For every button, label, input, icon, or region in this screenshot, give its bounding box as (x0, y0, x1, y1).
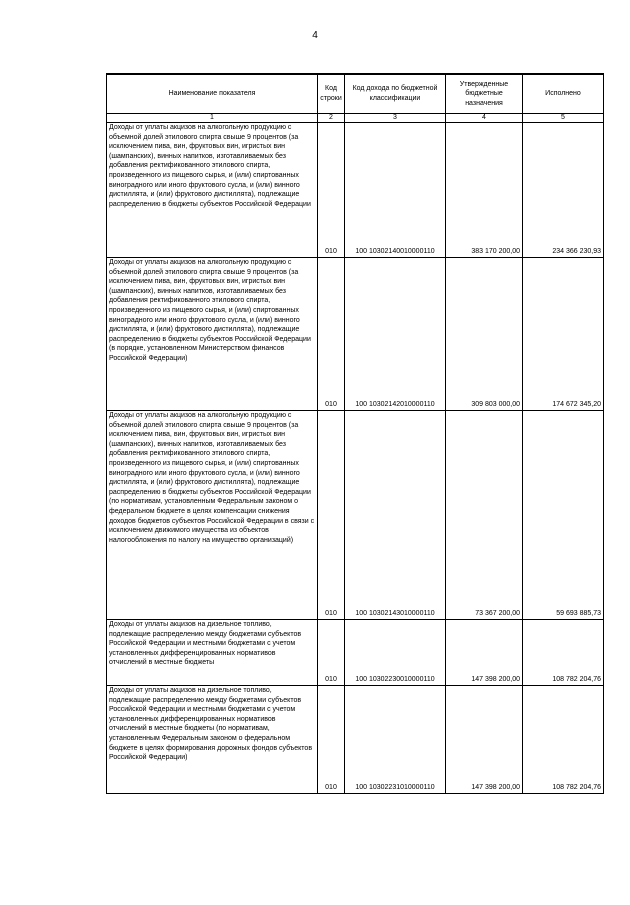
table-row (107, 411, 604, 620)
income-code: 100 10302231010000110 (345, 686, 446, 794)
income-code: 100 10302142010000110 (345, 258, 446, 411)
column-number: 1 (107, 114, 318, 123)
column-number: 3 (345, 114, 446, 123)
table-row (107, 686, 604, 794)
executed-amount: 108 782 204,76 (523, 620, 604, 686)
page-number: 4 (312, 30, 318, 41)
approved-amount: 73 367 200,00 (446, 411, 523, 620)
column-number: 4 (446, 114, 523, 123)
line-code: 010 (318, 258, 345, 411)
line-code: 010 (318, 123, 345, 258)
header-executed: Исполнено (523, 74, 604, 114)
executed-amount: 234 366 230,93 (523, 123, 604, 258)
indicator-name: Доходы от уплаты акцизов на алкогольную продукцию с объемной долей этилового спирта свыше 9 процентов (за исключением пива, вин, фруктовых вин, игристых вин (шампанских), винных напитков, изготавливаемых без добавления ректификованного этилового спирта, произведенного из пищевого сырья, и (или) спиртованных виноградного или иного фруктового сусла, и (или) винного дистиллята, и (или) фруктового дистиллята), подлежащие распределению в бюджеты субъектов Российской Федерации (107, 123, 318, 258)
budget-execution-table (106, 73, 604, 794)
header-income-code: Код дохода по бюджетной классификации (345, 74, 446, 114)
line-code: 010 (318, 686, 345, 794)
income-code: 100 10302143010000110 (345, 411, 446, 620)
approved-amount: 309 803 000,00 (446, 258, 523, 411)
indicator-name: Доходы от уплаты акцизов на дизельное топливо, подлежащие распределению между бюджетами субъектов Российской Федерации и местными бюджетами с учетом установленных дифференцированных нормативов отчислений в местные бюджеты (107, 620, 318, 686)
approved-amount: 147 398 200,00 (446, 686, 523, 794)
indicator-name: Доходы от уплаты акцизов на алкогольную продукцию с объемной долей этилового спирта свыше 9 процентов (за исключением пива, вин, фруктовых вин, игристых вин (шампанских), винных напитков, изготавливаемых без добавления ректификованного этилового спирта, произведенного из пищевого сырья, и (или) спиртованных виноградного или иного фруктового сусла, и (или) винного дистиллята, и (или) фруктового дистиллята), подлежащие распределению в бюджеты субъектов Российской Федерации (по нормативам, установленным Федеральным законом о федеральном бюджете в целях компенсации снижения доходов бюджетов субъектов Российской Федерации в связи с исключением движимого имущества из объектов налогообложения по налогу на имущество организаций) (107, 411, 318, 620)
income-code: 100 10302230010000110 (345, 620, 446, 686)
approved-amount: 383 170 200,00 (446, 123, 523, 258)
header-indicator-name: Наименование показателя (107, 74, 318, 114)
table-row (107, 258, 604, 411)
executed-amount: 59 693 885,73 (523, 411, 604, 620)
table-row (107, 123, 604, 258)
income-code: 100 10302140010000110 (345, 123, 446, 258)
line-code: 010 (318, 620, 345, 686)
column-number: 2 (318, 114, 345, 123)
approved-amount: 147 398 200,00 (446, 620, 523, 686)
executed-amount: 108 782 204,76 (523, 686, 604, 794)
table-header-row (107, 74, 604, 114)
column-number: 5 (523, 114, 604, 123)
indicator-name: Доходы от уплаты акцизов на дизельное топливо, подлежащие распределению между бюджетами субъектов Российской Федерации и местными бюджетами с учетом установленных дифференцированных нормативов отчислений в местные бюджеты (по нормативам, установленным Федеральным законом о федеральном бюджете в целях формирования дорожных фондов субъектов Российской Федерации) (107, 686, 318, 794)
table-row (107, 620, 604, 686)
header-approved: Утвержденные бюджетные назначения (446, 74, 523, 114)
executed-amount: 174 672 345,20 (523, 258, 604, 411)
indicator-name: Доходы от уплаты акцизов на алкогольную продукцию с объемной долей этилового спирта свыше 9 процентов (за исключением пива, вин, фруктовых вин, игристых вин (шампанских), винных напитков, изготавливаемых без добавления ректификованного этилового спирта, произведенного из пищевого сырья, и (или) спиртованных виноградного или иного фруктового сусла, и (или) винного дистиллята, и (или) фруктового дистиллята), подлежащие распределению в бюджеты субъектов Российской Федерации (в порядке, установленном Министерством финансов Российской Федерации) (107, 258, 318, 411)
header-line-code: Код строки (318, 74, 345, 114)
line-code: 010 (318, 411, 345, 620)
column-number-row (107, 114, 604, 123)
